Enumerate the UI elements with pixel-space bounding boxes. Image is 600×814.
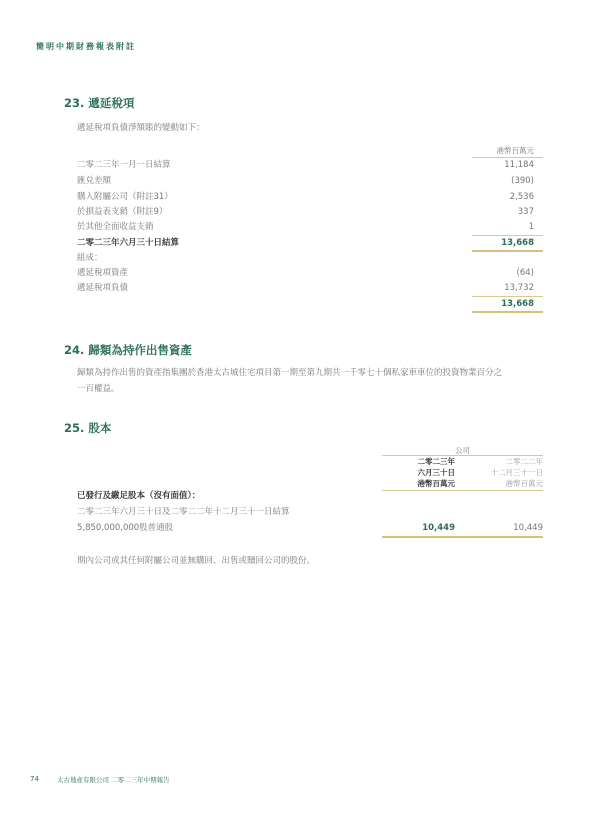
note-23-title: 23. 遞延稅項	[64, 96, 135, 110]
value-2022: 10,449	[513, 523, 543, 533]
table-row: 組成：	[77, 253, 103, 263]
share-capital-date: 二零二三年六月三十日及二零二二年十二月三十一日結算	[77, 507, 290, 517]
note-24-text: 歸類為持作出售的資產指集團於香港太古城住宅項目第一期至第九期共一千零七十個私家車車位的投資物業百分之	[77, 368, 503, 378]
table-row: 遞延稅項負債 13,732	[77, 283, 534, 293]
company-group-label: 公司	[455, 446, 470, 455]
note-24-text-2: 一百權益。	[77, 384, 120, 394]
col-header-2023: 二零二三年 六月三十日 港幣百萬元	[417, 457, 455, 488]
table-row: 二零二三年一月一日結算 11,184	[77, 160, 534, 170]
page-number: 74	[30, 775, 39, 783]
note-24-title: 24. 歸類為持作出售資產	[64, 343, 192, 357]
total-row: 二零二三年六月三十日結算 13,668	[77, 238, 534, 248]
table-row: 購入附屬公司（附註31） 2,536	[77, 192, 534, 202]
share-capital-heading: 已發行及繳足股本（沒有面值）：	[77, 491, 201, 501]
note-25-remark: 期內公司或其任何附屬公司並無購回、出售或贖回公司的股份。	[77, 556, 316, 566]
table-row: 於損益表支銷（附註9） 337	[77, 207, 534, 217]
value-2023: 10,449	[422, 523, 455, 533]
unit-label: 港幣百萬元	[496, 146, 534, 155]
table-row: 遞延稅項資產 (64)	[77, 268, 534, 278]
note-23-intro: 遞延稅項負債淨額賬的變動如下：	[77, 123, 205, 133]
table-row: 匯兑差額 (390)	[77, 176, 534, 186]
footer-text: 太古地產有限公司 二零二三年中期報告	[57, 776, 170, 784]
total-row: 13,668	[501, 299, 534, 309]
col-header-2022: 二零二二年 十二月三十一日 港幣百萬元	[490, 457, 543, 488]
table-row: 於其他全面收益支銷 1	[77, 222, 534, 232]
ordinary-shares-label: 5,850,000,000股普通股	[77, 523, 174, 533]
running-header: 簡明中期財務報表附註	[36, 42, 136, 51]
note-25-title: 25. 股本	[64, 421, 112, 435]
